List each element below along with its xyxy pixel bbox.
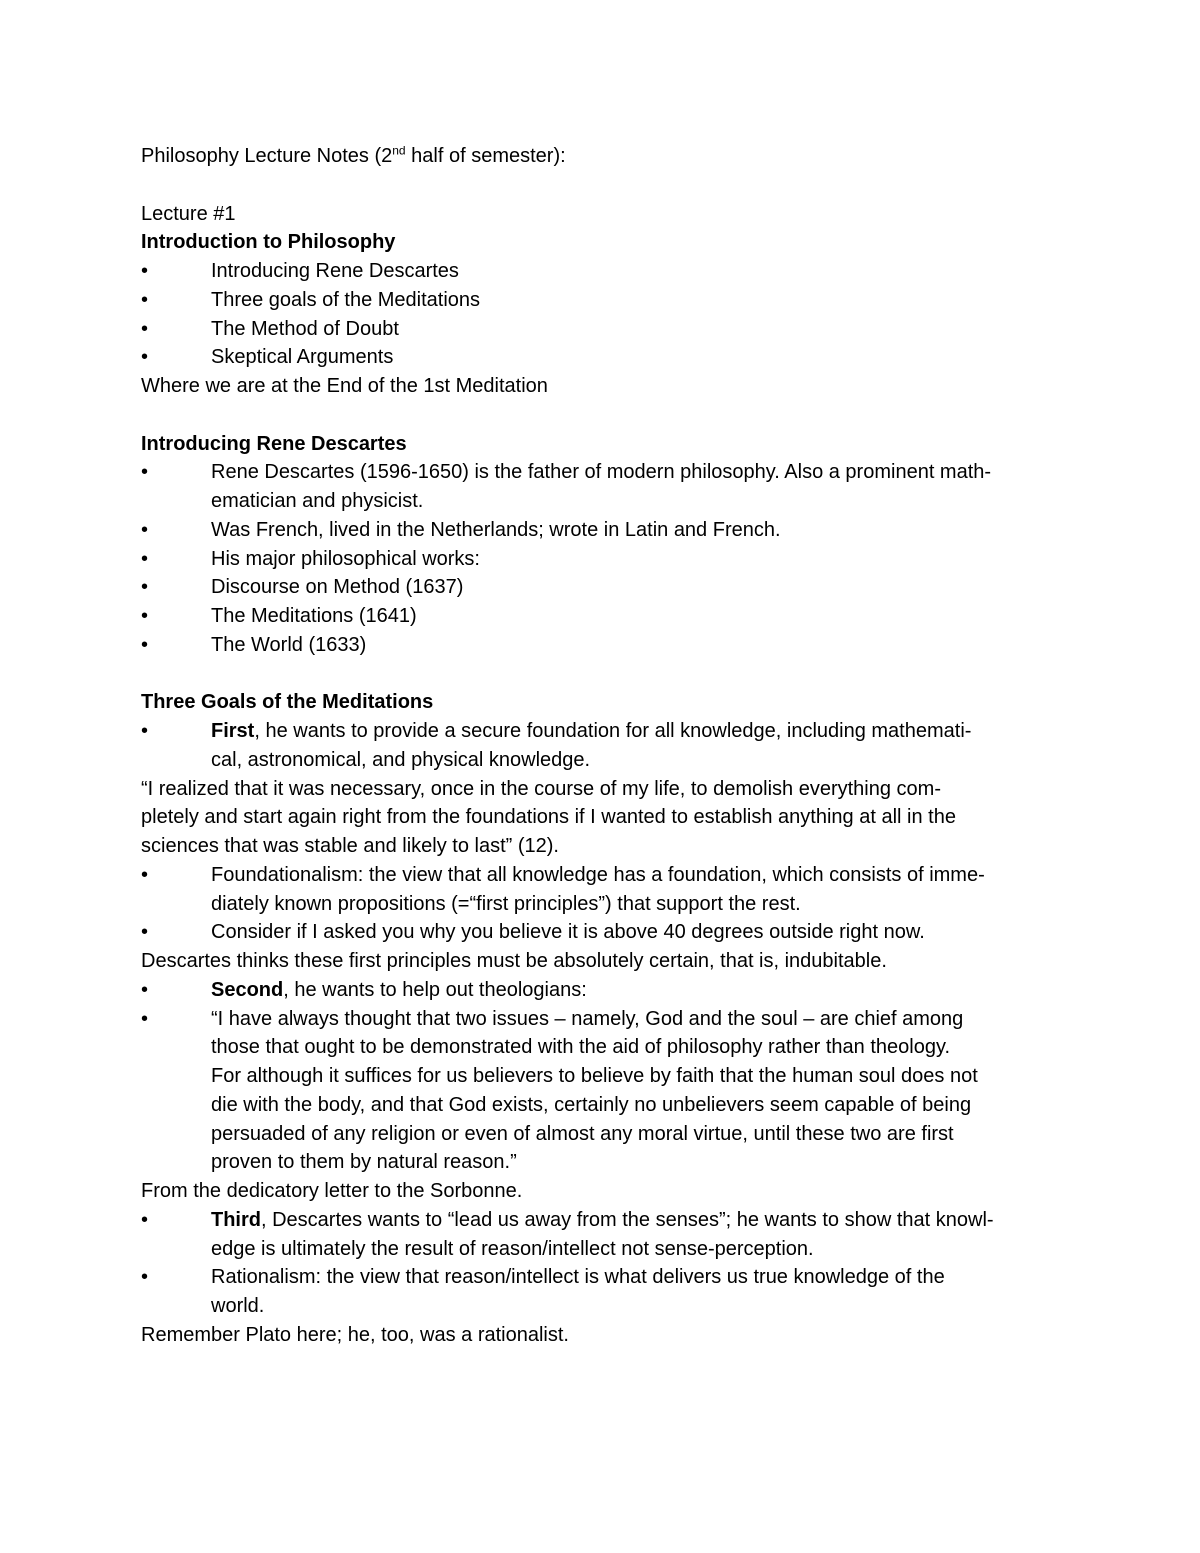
goal-item-first [141,717,1061,775]
descartes-item-text: His major philosophical works: [211,547,480,570]
outline-item [141,315,1061,344]
text-line: edge is ultimately the result of reason/intellect not sense-perception. [211,1237,814,1260]
descartes-item-text: Was French, lived in the Netherlands; wrote in Latin and French. [211,518,781,541]
goal-item-text [211,717,1061,775]
descartes-item [141,545,1061,574]
text-span: , he wants to provide a secure foundation for all knowledge, including mathemati- [254,720,972,742]
lecture-label: Lecture #1 [141,202,236,225]
bullet-icon: • [141,576,149,599]
section-heading-descartes: Introducing Rene Descartes [141,432,407,455]
text-line: Foundationalism: the view that all knowledge has a foundation, which consists of imme- [211,863,985,886]
text-line: ematician and physicist. [211,490,424,512]
goal-item-text [211,861,1061,919]
outline-item-text: Skeptical Arguments [211,346,394,369]
bullet-icon: • [141,547,149,570]
outline-item-text: The Method of Doubt [211,317,399,340]
text-line: proven to them by natural reason.” [211,1151,517,1174]
outline-item-text: Introducing Rene Descartes [211,260,459,282]
descartes-item-text: The World (1633) [211,633,367,656]
goal-keyword: Third [211,1208,261,1231]
text-line: diately known propositions (=“first principles”) that support the rest. [211,892,801,915]
text-line [211,717,1061,746]
text-line: world. [211,1295,265,1317]
descartes-item [141,602,1061,631]
bullet-icon: • [141,720,149,742]
intro-heading: Introduction to Philosophy [141,231,396,254]
outline-item [141,286,1061,315]
text-span: , Descartes wants to “lead us away from the senses”; he wants to show that knowl- [261,1208,994,1231]
text-span: , he wants to help out theologians: [283,978,587,1001]
bullet-icon: • [141,1208,149,1231]
dedicatory-line: From the dedicatory letter to the Sorbonne. [141,1180,523,1202]
goal-keyword: First [211,720,255,742]
quote-line: sciences that was stable and likely to last” (12). [141,835,559,857]
goal-item-consider [141,918,1061,947]
title-suffix: half of semester): [405,145,566,167]
text-line: those that ought to be demonstrated with the aid of philosophy rather than theology. [211,1036,951,1059]
bullet-icon: • [141,863,149,886]
descartes-item [141,573,1061,602]
spacer [141,660,1061,689]
goal-item-text [211,1263,1061,1321]
bullet-icon: • [141,260,149,282]
spacer [141,401,1061,430]
plato-line: Remember Plato here; he, too, was a rationalist. [141,1323,569,1346]
goal-item-quote [141,1005,1061,1178]
descartes-item-text: The Meditations (1641) [211,605,417,627]
quote-line: “I realized that it was necessary, once in the course of my life, to demolish everything com- [141,777,941,800]
descartes-item [141,516,1061,545]
document-title [141,142,1061,171]
bullet-icon: • [141,518,149,541]
goal-item-foundationalism [141,861,1061,919]
goal-item-rationalism [141,1263,1061,1321]
text-line: “I have always thought that two issues – namely, God and the soul – are chief among [211,1007,964,1030]
goal-item-text [211,1005,1061,1178]
descartes-item-text [211,458,1061,516]
bullet-icon: • [141,1007,149,1030]
section-heading-goals: Three Goals of the Meditations [141,691,434,714]
descartes-item [141,458,1061,516]
bullet-icon: • [141,288,149,311]
text-line: Rationalism: the view that reason/intellect is what delivers us true knowledge of the [211,1266,945,1289]
goal-item-text: Consider if I asked you why you believe it is above 40 degrees outside right now. [211,921,925,944]
goal-item-second [141,976,1061,1005]
outline-item [141,257,1061,286]
text-line: die with the body, and that God exists, certainly no unbelievers seem capable of being [211,1093,972,1116]
goal-item-text [211,976,1061,1005]
goal-item-third [141,1206,1061,1264]
bullet-icon: • [141,317,149,340]
title-superscript: nd [392,143,406,158]
text-line: Rene Descartes (1596-1650) is the father of modern philosophy. Also a prominent math- [211,461,992,484]
bullet-icon: • [141,461,149,484]
certainty-line: Descartes thinks these first principles must be absolutely certain, that is, indubitable. [141,950,887,972]
title-prefix: Philosophy Lecture Notes (2 [141,145,393,167]
descartes-item-text: Discourse on Method (1637) [211,576,464,599]
outline-end: Where we are at the End of the 1st Meditation [141,375,548,397]
text-line: cal, astronomical, and physical knowledge. [211,748,591,771]
text-line: For although it suffices for us believers to believe by faith that the human soul does not [211,1065,978,1087]
goal-keyword: Second [211,978,284,1001]
outline-item [141,343,1061,372]
descartes-item [141,631,1061,660]
text-line: persuaded of any religion or even of almost any moral virtue, until these two are first [211,1122,954,1145]
bullet-icon: • [141,605,149,627]
outline-item-text: Three goals of the Meditations [211,288,481,311]
goal-item-text [211,1206,1061,1264]
bullet-icon: • [141,978,149,1001]
document-content [141,142,1061,1350]
bullet-icon: • [141,346,149,369]
text-line [211,1206,1061,1235]
bullet-icon: • [141,633,149,656]
quote-line: pletely and start again right from the foundations if I wanted to establish anything at all in the [141,806,956,829]
bullet-icon: • [141,1266,149,1289]
spacer [141,171,1061,200]
bullet-icon: • [141,921,149,944]
